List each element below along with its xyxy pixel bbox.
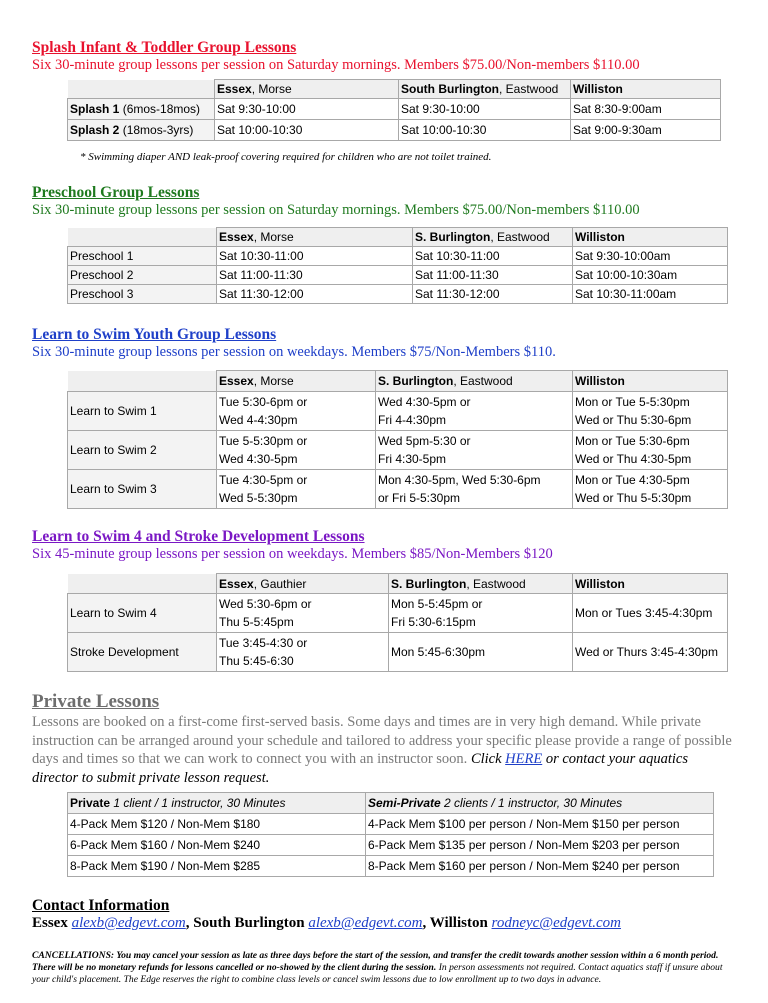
table-cell: Sat 11:00-11:30 (413, 266, 573, 285)
table-cell: Sat 11:30-12:00 (413, 285, 573, 304)
table-cell: Mon 5-5:45pm or Fri 5:30-6:15pm (389, 594, 573, 633)
column-header: Semi-Private 2 clients / 1 instructor, 30 Minutes (366, 793, 714, 814)
table-cell: Mon or Tue 5-5:30pm Wed or Thu 5:30-6pm (573, 392, 728, 431)
table-cell: Sat 10:30-11:00am (573, 285, 728, 304)
table-cell: Tue 3:45-4:30 or Thu 5:45-6:30 (217, 633, 389, 672)
column-header: South Burlington, Eastwood (399, 80, 571, 99)
lts-subtitle: Six 30-minute group lessons per session on weekdays. Members $75/Non-Members $110. (32, 344, 556, 360)
table-cell: Sat 11:00-11:30 (217, 266, 413, 285)
row-label: Splash 1 (6mos-18mos) (68, 99, 215, 120)
column-header: Williston (571, 80, 721, 99)
stroke-subtitle: Six 45-minute group lessons per session on weekdays. Members $85/Non-Members $120 (32, 546, 553, 562)
table-cell: 4-Pack Mem $100 per person / Non-Mem $150 per person (366, 814, 714, 835)
table-cell: Sat 10:30-11:00 (217, 247, 413, 266)
table-row (68, 814, 714, 835)
row-label: Preschool 3 (68, 285, 217, 304)
table-cell: Mon 4:30-5pm, Wed 5:30-6pm or Fri 5-5:30pm (376, 470, 573, 509)
table-cell: Sat 10:00-10:30 (215, 120, 399, 141)
column-header: S. Burlington, Eastwood (413, 228, 573, 247)
blank-cell (68, 574, 217, 594)
preschool-table (67, 227, 728, 304)
row-label: Learn to Swim 1 (68, 392, 217, 431)
table-cell: Mon or Tues 3:45-4:30pm (573, 594, 728, 633)
table-cell: Sat 10:30-11:00 (413, 247, 573, 266)
blank-cell (68, 371, 217, 392)
contact-title: Contact Information (32, 897, 170, 914)
column-header: Williston (573, 371, 728, 392)
splash-title: Splash Infant & Toddler Group Lessons (32, 39, 297, 56)
table-row (68, 594, 728, 633)
table-cell: Mon or Tue 4:30-5pm Wed or Thu 5-5:30pm (573, 470, 728, 509)
table-cell: 6-Pack Mem $135 per person / Non-Mem $203 per person (366, 835, 714, 856)
column-header: Essex, Morse (215, 80, 399, 99)
column-header: Essex, Gauthier (217, 574, 389, 594)
row-label: Preschool 1 (68, 247, 217, 266)
table-cell: Tue 4:30-5pm or Wed 5-5:30pm (217, 470, 376, 509)
lts-table (67, 370, 728, 509)
table-cell: Mon 5:45-6:30pm (389, 633, 573, 672)
splash-subtitle: Six 30-minute group lessons per session on Saturday mornings. Members $75.00/Non-members $110.00 (32, 57, 640, 73)
table-row (68, 431, 728, 470)
table-cell: Wed 5pm-5:30 or Fri 4:30-5pm (376, 431, 573, 470)
private-description: Lessons are booked on a first-come first-served basis. Some days and times are in very high demand. While private instruction can be arranged around your schedule and tailored to address your specific please provide a range of possible days and times so that we can work to connect you with an instructor soon. Click HERE or contact your aquatics director to submit private lesson request. (32, 714, 732, 786)
preschool-subtitle: Six 30-minute group lessons per session on Saturday mornings. Members $75.00/Non-members $110.00 (32, 202, 640, 218)
row-label: Preschool 2 (68, 266, 217, 285)
private-cta: Click HERE or contact your aquatics director to submit private lesson request. (32, 751, 689, 786)
stroke-title: Learn to Swim 4 and Stroke Development Lessons (32, 528, 365, 545)
row-label: Splash 2 (18mos-3yrs) (68, 120, 215, 141)
table-cell: Tue 5-5:30pm or Wed 4:30-5pm (217, 431, 376, 470)
table-header-row (68, 228, 728, 247)
table-cell: Wed or Thurs 3:45-4:30pm (573, 633, 728, 672)
table-cell: 4-Pack Mem $120 / Non-Mem $180 (68, 814, 366, 835)
table-cell: 8-Pack Mem $190 / Non-Mem $285 (68, 856, 366, 877)
column-header: Private 1 client / 1 instructor, 30 Minutes (68, 793, 366, 814)
table-cell: Sat 9:00-9:30am (571, 120, 721, 141)
private-title: Private Lessons (32, 691, 160, 712)
blank-cell (68, 228, 217, 247)
table-cell: Sat 9:30-10:00 (215, 99, 399, 120)
row-label: Learn to Swim 3 (68, 470, 217, 509)
private-table (67, 792, 714, 877)
column-header: S. Burlington, Eastwood (376, 371, 573, 392)
table-header-row (68, 574, 728, 594)
table-row (68, 99, 721, 120)
table-cell: Sat 11:30-12:00 (217, 285, 413, 304)
blank-cell (68, 80, 215, 99)
row-label: Stroke Development (68, 633, 217, 672)
table-cell: 6-Pack Mem $160 / Non-Mem $240 (68, 835, 366, 856)
table-header-row (68, 371, 728, 392)
table-row (68, 392, 728, 431)
table-header-row (68, 80, 721, 99)
column-header: S. Burlington, Eastwood (389, 574, 573, 594)
table-row (68, 835, 714, 856)
williston-email-link[interactable]: rodneyc@edgevt.com (491, 915, 621, 931)
splash-table (67, 79, 721, 141)
row-label: Learn to Swim 2 (68, 431, 217, 470)
table-row (68, 120, 721, 141)
contact-line: Essex alexb@edgevt.com, South Burlington alexb@edgevt.com, Williston rodneyc@edgevt.com (32, 915, 621, 931)
preschool-title: Preschool Group Lessons (32, 184, 200, 201)
table-cell: 8-Pack Mem $160 per person / Non-Mem $240 per person (366, 856, 714, 877)
splash-note: * Swimming diaper AND leak-proof covering required for children who are not toilet trained. (80, 151, 492, 163)
row-label: Learn to Swim 4 (68, 594, 217, 633)
column-header: Williston (573, 574, 728, 594)
table-row (68, 266, 728, 285)
table-header-row (68, 793, 714, 814)
table-row (68, 470, 728, 509)
table-cell: Tue 5:30-6pm or Wed 4-4:30pm (217, 392, 376, 431)
column-header: Essex, Morse (217, 371, 376, 392)
essex-email-link[interactable]: alexb@edgevt.com (71, 915, 186, 931)
table-row (68, 856, 714, 877)
cancellation-policy: CANCELLATIONS: You may cancel your session as late as three days before the start of the session, and transfer the credit towards another session within a 6 month period. There will be no monetary refunds for lessons cancelled or no-showed by the client during the session. In person assessments not required. Contact aquatics staff if unsure about your child's placement. The Edge reserves the right to combine class levels or cancel swim lessons due to low enrollment up to two days in advance. (32, 950, 723, 985)
private-request-link[interactable]: HERE (505, 751, 543, 767)
column-header: Essex, Morse (217, 228, 413, 247)
table-row (68, 633, 728, 672)
table-cell: Wed 5:30-6pm or Thu 5-5:45pm (217, 594, 389, 633)
table-cell: Sat 10:00-10:30 (399, 120, 571, 141)
lts-title: Learn to Swim Youth Group Lessons (32, 326, 277, 343)
south-burlington-email-link[interactable]: alexb@edgevt.com (308, 915, 423, 931)
table-cell: Mon or Tue 5:30-6pm Wed or Thu 4:30-5pm (573, 431, 728, 470)
table-cell: Wed 4:30-5pm or Fri 4-4:30pm (376, 392, 573, 431)
table-cell: Sat 8:30-9:00am (571, 99, 721, 120)
stroke-table (67, 573, 728, 672)
table-cell: Sat 10:00-10:30am (573, 266, 728, 285)
table-row (68, 247, 728, 266)
table-cell: Sat 9:30-10:00 (399, 99, 571, 120)
column-header: Williston (573, 228, 728, 247)
table-row (68, 285, 728, 304)
table-cell: Sat 9:30-10:00am (573, 247, 728, 266)
